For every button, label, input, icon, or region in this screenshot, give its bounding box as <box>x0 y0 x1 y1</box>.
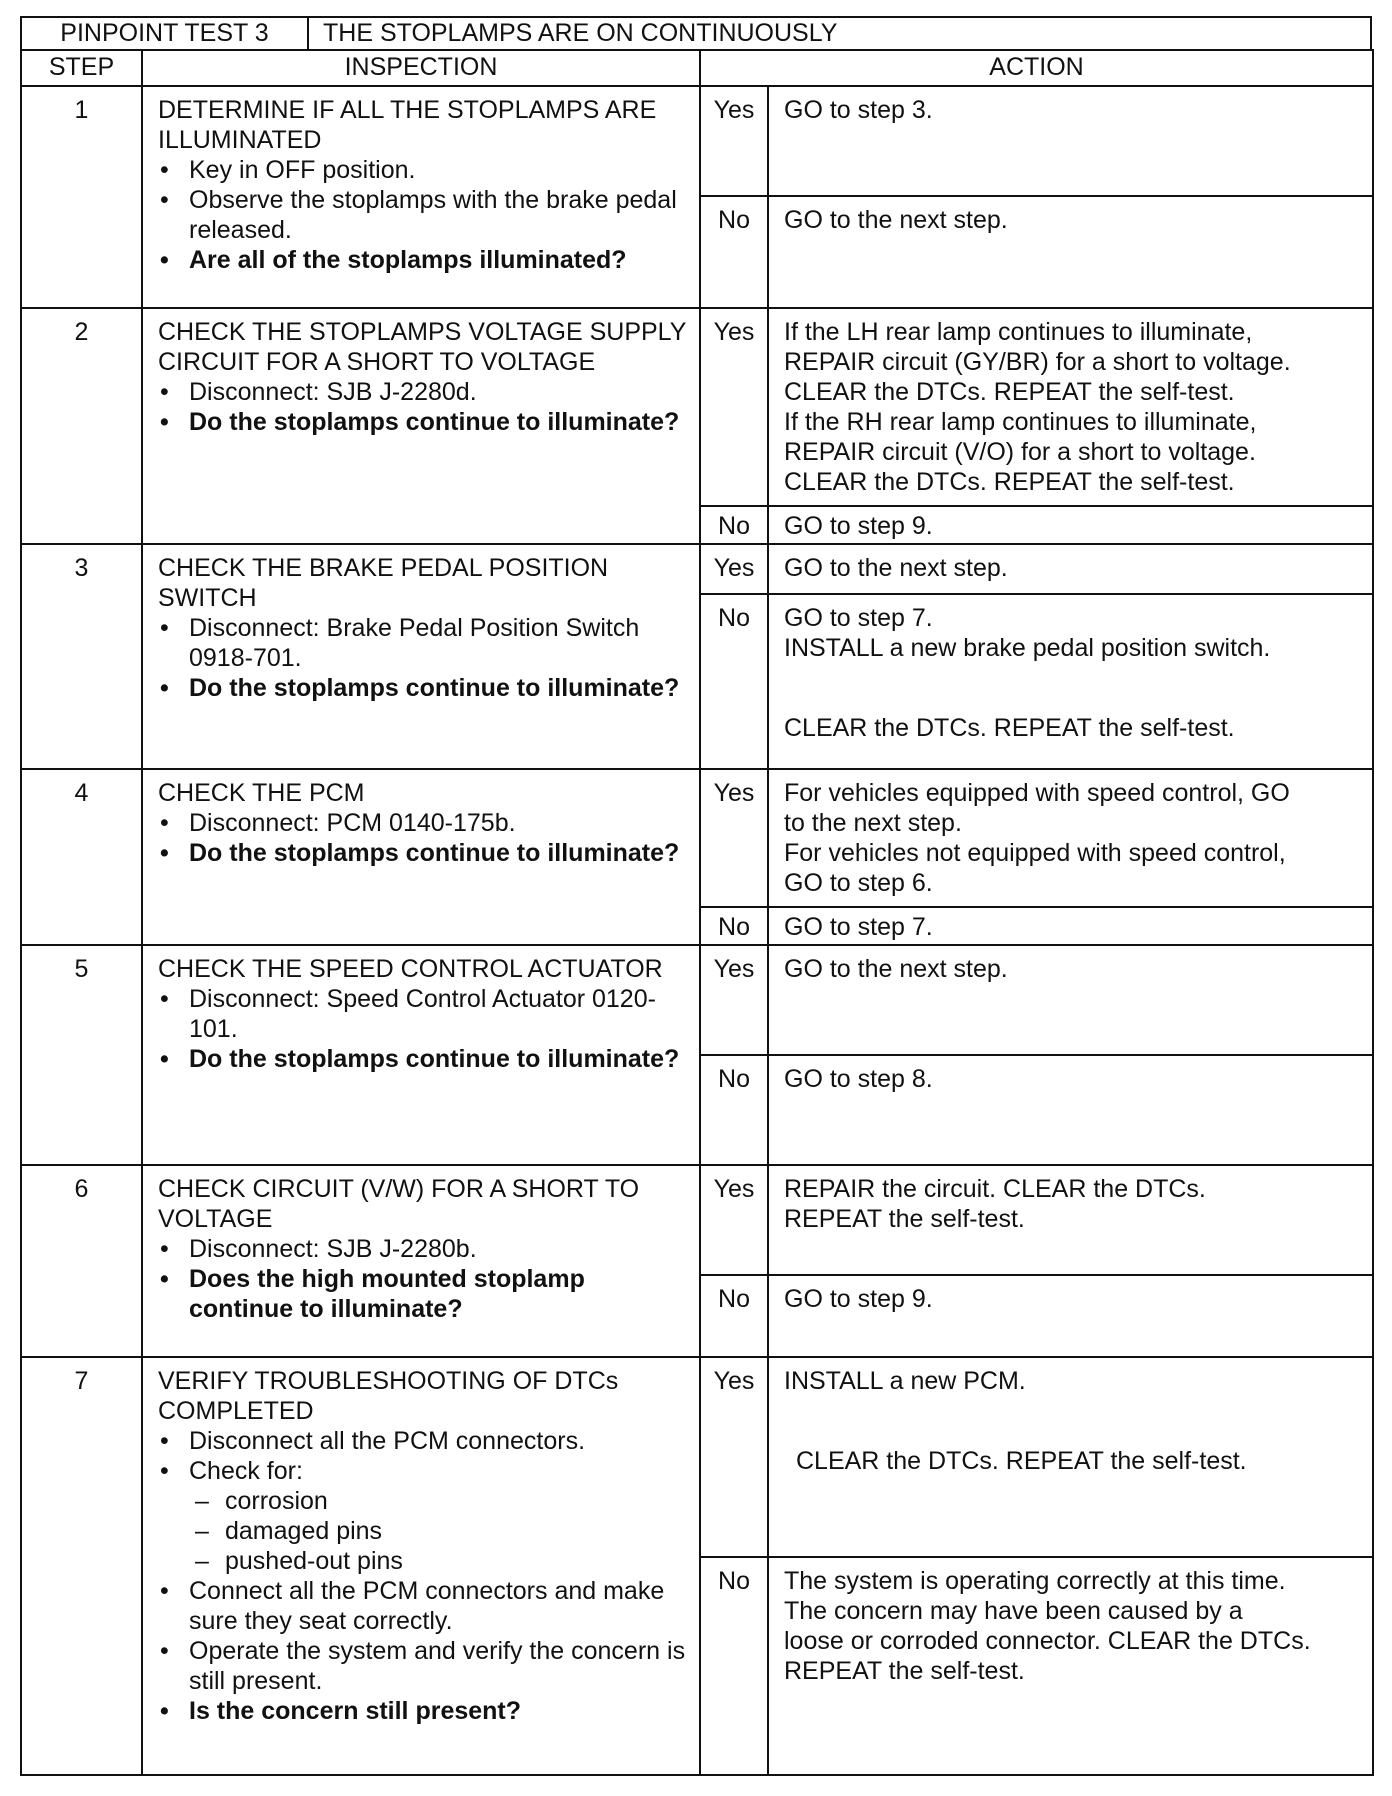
inspection-title: DETERMINE IF ALL THE STOPLAMPS ARE ILLUMINATED <box>158 96 657 154</box>
inspection-bullet: • Disconnect: SJB J-2280b. <box>158 1234 689 1264</box>
step-number: 2 <box>21 308 142 544</box>
action-line: The concern may have been caused by a <box>784 1597 1243 1625</box>
action-line: For vehicles not equipped with speed control, <box>784 839 1286 867</box>
column-header-row <box>21 50 1373 86</box>
inspection-bullet: • Disconnect: SJB J-2280d. <box>158 377 689 407</box>
action-line: GO to the next step. <box>784 206 1008 234</box>
step-row <box>21 1165 1373 1275</box>
inspection-bullet <box>158 1456 689 1576</box>
test-title-bar <box>20 16 1372 49</box>
inspection-title: CHECK THE SPEED CONTROL ACTUATOR <box>158 955 663 983</box>
inspection-bullet-text: Check for: <box>189 1457 303 1485</box>
yes-label: Yes <box>700 769 768 907</box>
no-label: No <box>700 1055 768 1165</box>
no-action <box>768 907 1373 945</box>
step-row <box>21 769 1373 907</box>
action-line: GO to step 7. <box>784 913 933 941</box>
action-line: GO to step 9. <box>784 1285 933 1313</box>
step-number: 7 <box>21 1357 142 1775</box>
action-line: GO to step 9. <box>784 512 933 540</box>
check-subitem: – corrosion <box>189 1486 689 1516</box>
action-line: GO to step 7. <box>784 604 933 632</box>
step-row <box>21 1357 1373 1557</box>
inspection-question: • Do the stoplamps continue to illuminate? <box>158 407 689 437</box>
yes-action <box>768 308 1373 506</box>
yes-action <box>768 945 1373 1055</box>
action-line: CLEAR the DTCs. REPEAT the self-test. <box>784 468 1235 496</box>
yes-action <box>768 86 1373 196</box>
inspection-cell <box>142 308 700 544</box>
yes-label: Yes <box>700 1165 768 1275</box>
no-action <box>768 506 1373 544</box>
action-line: GO to step 8. <box>784 1065 933 1093</box>
step-row <box>21 945 1373 1055</box>
action-line: CLEAR the DTCs. REPEAT the self-test. <box>784 378 1235 406</box>
action-line: If the RH rear lamp continues to illuminate, <box>784 408 1257 436</box>
inspection-cell <box>142 1165 700 1357</box>
check-subitem: – damaged pins <box>189 1516 689 1546</box>
inspection-cell <box>142 1357 700 1775</box>
action-line: CLEAR the DTCs. REPEAT the self-test. <box>784 714 1235 742</box>
no-action <box>768 196 1373 308</box>
action-line: GO to step 6. <box>784 869 933 897</box>
inspection-bullet: • Connect all the PCM connectors and make sure they seat correctly. <box>158 1576 689 1636</box>
pinpoint-test-page <box>20 16 1372 1776</box>
step-row <box>21 86 1373 196</box>
yes-label: Yes <box>700 308 768 506</box>
yes-label: Yes <box>700 544 768 594</box>
inspection-cell <box>142 945 700 1165</box>
no-label: No <box>700 506 768 544</box>
action-line: to the next step. <box>784 809 962 837</box>
pinpoint-table <box>20 49 1374 1776</box>
yes-label: Yes <box>700 1357 768 1557</box>
action-line: The system is operating correctly at this time. <box>784 1567 1286 1595</box>
no-label: No <box>700 196 768 308</box>
yes-action <box>768 1165 1373 1275</box>
action-line: REPEAT the self-test. <box>784 1657 1025 1685</box>
inspection-bullet: • Observe the stoplamps with the brake pedal released. <box>158 185 689 245</box>
no-label: No <box>700 1557 768 1775</box>
inspection-title: CHECK THE PCM <box>158 779 365 807</box>
yes-action <box>768 769 1373 907</box>
action-line: GO to the next step. <box>784 554 1008 582</box>
yes-action <box>768 1357 1373 1557</box>
inspection-question: • Does the high mounted stoplamp continue to illuminate? <box>158 1264 689 1324</box>
action-line: INSTALL a new PCM. <box>784 1367 1026 1395</box>
column-header-action: ACTION <box>700 50 1373 86</box>
action-line: loose or corroded connector. CLEAR the DTCs. <box>784 1627 1311 1655</box>
inspection-title: CHECK THE BRAKE PEDAL POSITION SWITCH <box>158 554 609 612</box>
yes-label: Yes <box>700 86 768 196</box>
action-line: If the LH rear lamp continues to illuminate, <box>784 318 1253 346</box>
column-header-step: STEP <box>21 50 142 86</box>
step-row <box>21 544 1373 594</box>
action-line: REPAIR the circuit. CLEAR the DTCs. <box>784 1175 1206 1203</box>
no-label: No <box>700 594 768 769</box>
inspection-bullet: • Operate the system and verify the concern is still present. <box>158 1636 689 1696</box>
no-label: No <box>700 1275 768 1357</box>
step-number: 1 <box>21 86 142 308</box>
inspection-bullet: • Disconnect: Brake Pedal Position Switch 0918-701. <box>158 613 689 673</box>
no-action <box>768 1275 1373 1357</box>
inspection-cell <box>142 769 700 945</box>
no-action <box>768 1055 1373 1165</box>
inspection-bullet: • Key in OFF position. <box>158 155 689 185</box>
check-for-list <box>189 1486 689 1576</box>
step-number: 3 <box>21 544 142 769</box>
action-line: For vehicles equipped with speed control, GO <box>784 779 1290 807</box>
action-line: REPAIR circuit (GY/BR) for a short to voltage. <box>784 348 1291 376</box>
no-action <box>768 594 1373 769</box>
step-row <box>21 308 1373 506</box>
yes-label: Yes <box>700 945 768 1055</box>
inspection-title: VERIFY TROUBLESHOOTING OF DTCs COMPLETED <box>158 1367 619 1425</box>
no-label: No <box>700 907 768 945</box>
inspection-question: • Are all of the stoplamps illuminated? <box>158 245 689 275</box>
test-title: THE STOPLAMPS ARE ON CONTINUOUSLY <box>323 19 838 47</box>
inspection-title: CHECK THE STOPLAMPS VOLTAGE SUPPLY CIRCUIT FOR A SHORT TO VOLTAGE <box>158 318 686 376</box>
inspection-cell <box>142 544 700 769</box>
step-number: 4 <box>21 769 142 945</box>
step-number: 5 <box>21 945 142 1165</box>
no-action <box>768 1557 1373 1775</box>
column-header-inspection: INSPECTION <box>142 50 700 86</box>
action-line: REPAIR circuit (V/O) for a short to voltage. <box>784 438 1256 466</box>
inspection-bullet: • Disconnect all the PCM connectors. <box>158 1426 689 1456</box>
inspection-bullet: • Disconnect: PCM 0140-175b. <box>158 808 689 838</box>
inspection-title: CHECK CIRCUIT (V/W) FOR A SHORT TO VOLTAGE <box>158 1175 640 1233</box>
inspection-question: • Do the stoplamps continue to illuminate? <box>158 1044 689 1074</box>
action-line: GO to step 3. <box>784 96 933 124</box>
inspection-question: • Is the concern still present? <box>158 1696 689 1726</box>
action-line: INSTALL a new brake pedal position switch. <box>784 634 1271 662</box>
yes-action <box>768 544 1373 594</box>
check-subitem: – pushed-out pins <box>189 1546 689 1576</box>
inspection-question: • Do the stoplamps continue to illuminate? <box>158 673 689 703</box>
action-line: REPEAT the self-test. <box>784 1205 1025 1233</box>
test-label: PINPOINT TEST 3 <box>22 18 309 49</box>
action-line: GO to the next step. <box>784 955 1008 983</box>
step-number: 6 <box>21 1165 142 1357</box>
inspection-cell <box>142 86 700 308</box>
action-line: CLEAR the DTCs. REPEAT the self-test. <box>796 1447 1247 1475</box>
inspection-bullet: • Disconnect: Speed Control Actuator 0120-101. <box>158 984 689 1044</box>
inspection-question: • Do the stoplamps continue to illuminate? <box>158 838 689 868</box>
